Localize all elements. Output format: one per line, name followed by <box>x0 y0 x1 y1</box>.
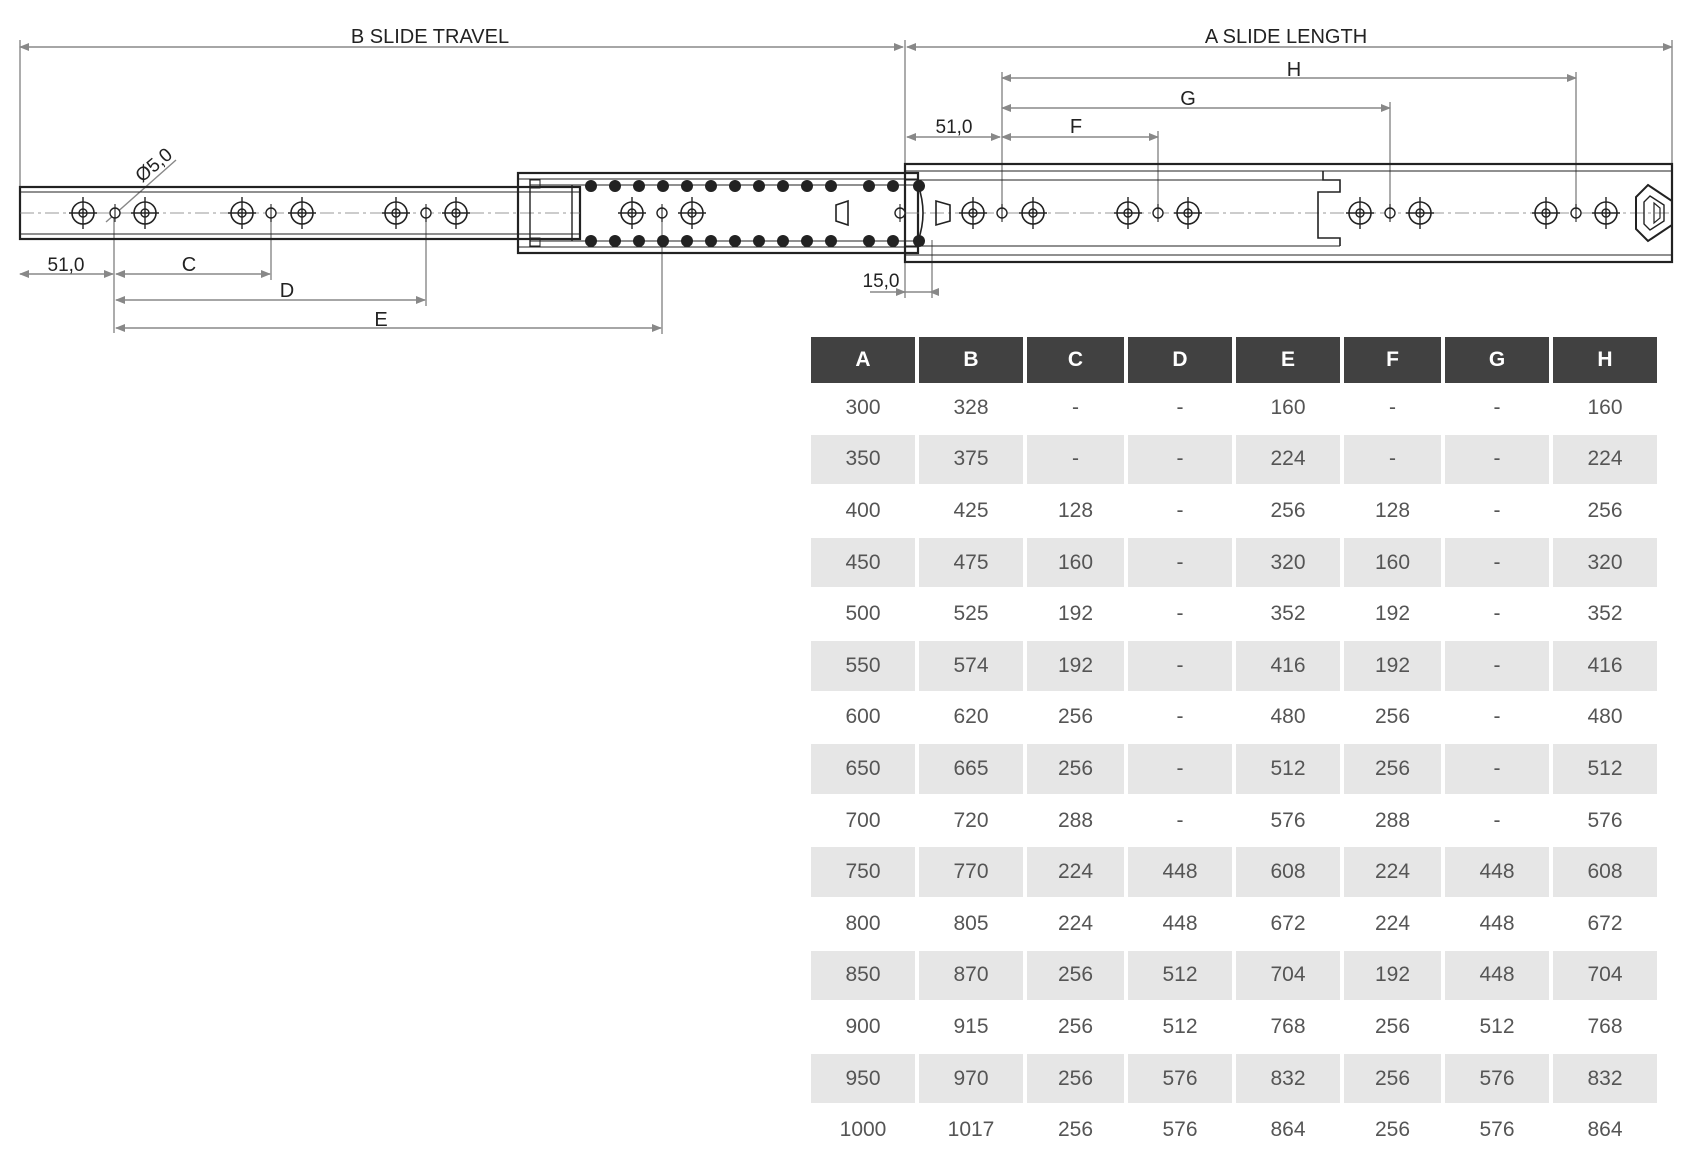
dim-e-label: E <box>374 309 388 331</box>
column-header-h: H <box>1553 337 1657 383</box>
dim-d-label: D <box>279 280 295 302</box>
table-row <box>811 949 1657 1003</box>
table-cell: 328 <box>953 395 989 419</box>
table-row <box>811 845 1657 899</box>
table-cell: 256 <box>1344 1052 1441 1106</box>
dim-15-label: 15,0 <box>862 271 900 292</box>
table-row <box>811 383 1657 433</box>
table-cell: 256 <box>1057 1014 1094 1038</box>
table-cell: 850 <box>811 949 915 1003</box>
table-cell: 870 <box>919 949 1023 1003</box>
table-cell: - <box>1493 602 1501 626</box>
table-cell: 425 <box>953 498 989 522</box>
table-row <box>811 1002 1657 1052</box>
table-cell: 704 <box>1553 949 1657 1003</box>
table-cell: 416 <box>1236 639 1340 693</box>
table-cell: 480 <box>1270 705 1306 729</box>
table-cell: 720 <box>953 808 989 832</box>
table-row <box>811 742 1657 796</box>
table-cell: 192 <box>1344 949 1441 1003</box>
table-cell: 608 <box>1236 845 1340 899</box>
table-cell: 320 <box>1236 536 1340 590</box>
column-header-f: F <box>1344 337 1441 383</box>
table-cell: - <box>1027 433 1124 487</box>
table-cell: - <box>1445 639 1549 693</box>
table-cell: 224 <box>1027 845 1124 899</box>
table-cell: 352 <box>1270 602 1306 626</box>
table-cell: 550 <box>811 639 915 693</box>
table-cell: 512 <box>1236 742 1340 796</box>
table-cell: 970 <box>919 1052 1023 1106</box>
table-cell: 574 <box>919 639 1023 693</box>
table-cell: 320 <box>1553 536 1657 590</box>
table-cell: 448 <box>1162 911 1198 935</box>
table-row <box>811 1052 1657 1106</box>
table-cell: 805 <box>953 911 989 935</box>
table-cell: 256 <box>1027 1052 1124 1106</box>
table-cell: 375 <box>919 433 1023 487</box>
table-cell: 512 <box>1162 1014 1198 1038</box>
table-cell: 832 <box>1553 1052 1657 1106</box>
table-cell: 160 <box>1270 395 1306 419</box>
table-header-row <box>811 337 1657 383</box>
table-cell: 256 <box>1374 705 1411 729</box>
table-cell: 128 <box>1374 498 1411 522</box>
dim-51-top-label: 51,0 <box>935 117 973 138</box>
dim-g-label: G <box>1180 88 1196 110</box>
table-cell: - <box>1176 602 1184 626</box>
table-cell: 1017 <box>947 1118 995 1142</box>
table-cell: 448 <box>1445 845 1549 899</box>
table-cell: 128 <box>1057 498 1094 522</box>
table-cell: 448 <box>1128 845 1232 899</box>
table-cell: - <box>1176 808 1184 832</box>
table-cell: 768 <box>1587 1014 1623 1038</box>
column-header-g: G <box>1445 337 1549 383</box>
table-cell: - <box>1445 742 1549 796</box>
table-cell: 256 <box>1270 498 1306 522</box>
table-cell: 512 <box>1128 949 1232 1003</box>
table-cell: - <box>1493 705 1501 729</box>
table-cell: 1000 <box>839 1118 887 1142</box>
table-cell: 600 <box>845 705 881 729</box>
table-cell: 256 <box>1374 1118 1411 1142</box>
column-header-a: A <box>811 337 915 383</box>
table-cell: 608 <box>1553 845 1657 899</box>
table-cell: - <box>1072 395 1079 419</box>
table-cell: 192 <box>1057 602 1094 626</box>
table-cell: 224 <box>1344 845 1441 899</box>
table-cell: 475 <box>919 536 1023 590</box>
table-cell: 288 <box>1057 808 1094 832</box>
table-cell: 915 <box>953 1014 989 1038</box>
table-cell: 768 <box>1270 1014 1306 1038</box>
table-cell: 450 <box>811 536 915 590</box>
table-cell: 192 <box>1027 639 1124 693</box>
table-row <box>811 589 1657 639</box>
column-header-c: C <box>1027 337 1124 383</box>
table-row <box>811 536 1657 590</box>
table-cell: 350 <box>811 433 915 487</box>
table-cell: 480 <box>1587 705 1623 729</box>
table-cell: 448 <box>1479 911 1515 935</box>
table-cell: 400 <box>845 498 881 522</box>
table-cell: 770 <box>919 845 1023 899</box>
dim-c-label: C <box>181 254 197 276</box>
table-cell: 288 <box>1374 808 1411 832</box>
table-cell: - <box>1344 433 1441 487</box>
table-cell: 256 <box>1057 1118 1094 1142</box>
table-cell: - <box>1493 395 1501 419</box>
hole-diameter-label: Ø5,0 <box>131 144 177 187</box>
table-cell: 256 <box>1374 1014 1411 1038</box>
column-header-e: E <box>1236 337 1340 383</box>
table-cell: 700 <box>845 808 881 832</box>
table-cell: 300 <box>845 395 881 419</box>
dim-h-label: H <box>1286 59 1302 81</box>
table-cell: 256 <box>1027 949 1124 1003</box>
table-cell: 800 <box>845 911 881 935</box>
table-cell: 832 <box>1236 1052 1340 1106</box>
dim-51-bottom-label: 51,0 <box>47 255 85 276</box>
table-cell: 672 <box>1587 911 1623 935</box>
table-cell: 650 <box>811 742 915 796</box>
table-cell: - <box>1389 395 1396 419</box>
table-cell: 900 <box>845 1014 881 1038</box>
table-cell: 160 <box>1587 395 1623 419</box>
table-row <box>811 899 1657 949</box>
table-cell: 576 <box>1445 1052 1549 1106</box>
table-row <box>811 693 1657 743</box>
column-header-b: B <box>919 337 1023 383</box>
table-cell: - <box>1176 395 1184 419</box>
table-cell: - <box>1128 536 1232 590</box>
table-cell: 576 <box>1128 1052 1232 1106</box>
table-cell: 864 <box>1270 1118 1306 1142</box>
table-cell: - <box>1176 705 1184 729</box>
table-cell: 192 <box>1344 639 1441 693</box>
table-row <box>811 486 1657 536</box>
column-header-d: D <box>1128 337 1232 383</box>
table-cell: 512 <box>1479 1014 1515 1038</box>
b-slide-travel-label: B SLIDE TRAVEL <box>350 26 510 48</box>
table-cell: 950 <box>811 1052 915 1106</box>
table-row <box>811 433 1657 487</box>
table-cell: 256 <box>1027 742 1124 796</box>
table-cell: 864 <box>1587 1118 1623 1142</box>
table-cell: 704 <box>1236 949 1340 1003</box>
table-cell: 672 <box>1270 911 1306 935</box>
a-slide-length-label: A SLIDE LENGTH <box>1204 26 1368 48</box>
table-cell: 224 <box>1057 911 1094 935</box>
table-cell: 160 <box>1027 536 1124 590</box>
table-cell: - <box>1445 433 1549 487</box>
table-cell: - <box>1128 742 1232 796</box>
table-cell: 525 <box>953 602 989 626</box>
table-cell: - <box>1128 433 1232 487</box>
table-cell: 512 <box>1553 742 1657 796</box>
table-cell: 576 <box>1162 1118 1198 1142</box>
table-cell: 192 <box>1374 602 1411 626</box>
table-cell: 256 <box>1344 742 1441 796</box>
table-cell: - <box>1493 498 1501 522</box>
ball-bearings-top <box>585 180 925 192</box>
table-cell: 416 <box>1553 639 1657 693</box>
table-cell: 448 <box>1445 949 1549 1003</box>
ball-bearings-bottom <box>585 235 925 247</box>
table-cell: - <box>1445 536 1549 590</box>
table-cell: 620 <box>953 705 989 729</box>
slide-technical-drawing <box>0 0 1690 340</box>
table-cell: 160 <box>1344 536 1441 590</box>
table-cell: 224 <box>1553 433 1657 487</box>
table-row <box>811 1105 1657 1155</box>
table-cell: 352 <box>1587 602 1623 626</box>
table-row <box>811 639 1657 693</box>
table-cell: 665 <box>919 742 1023 796</box>
table-cell: 256 <box>1587 498 1623 522</box>
table-cell: 576 <box>1587 808 1623 832</box>
table-cell: 224 <box>1236 433 1340 487</box>
dimension-table <box>807 337 1661 1155</box>
dim-f-label: F <box>1069 116 1083 138</box>
table-cell: 500 <box>845 602 881 626</box>
table-cell: 224 <box>1374 911 1411 935</box>
table-cell: 256 <box>1057 705 1094 729</box>
table-cell: 576 <box>1479 1118 1515 1142</box>
table-row <box>811 796 1657 846</box>
table-cell: - <box>1128 639 1232 693</box>
table-cell: - <box>1176 498 1184 522</box>
table-cell: 750 <box>811 845 915 899</box>
table-cell: 576 <box>1270 808 1306 832</box>
table-cell: - <box>1493 808 1501 832</box>
